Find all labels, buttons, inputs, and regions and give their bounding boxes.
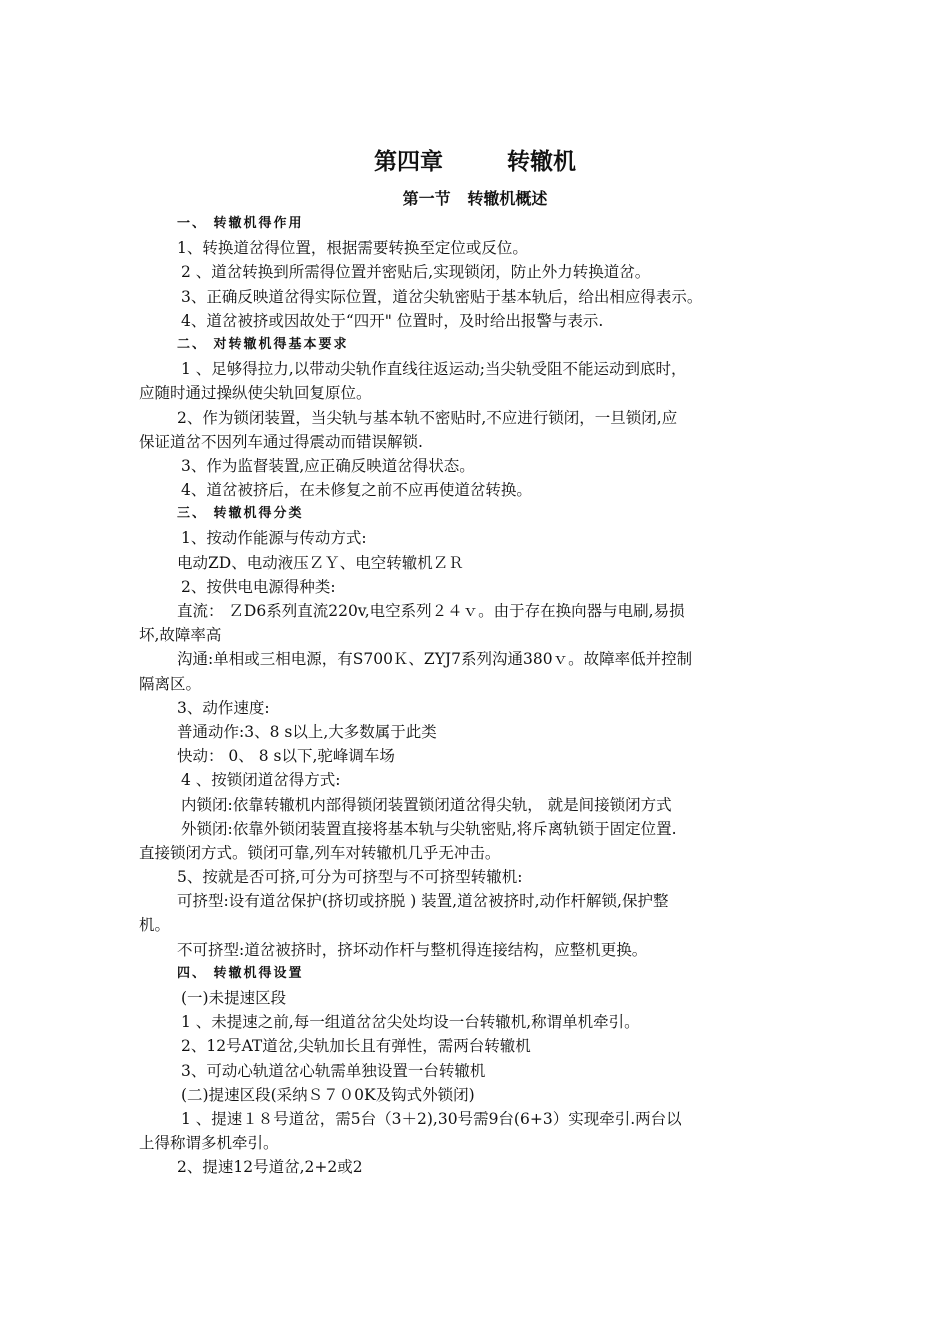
paragraph-line: 坏,故障率高 [139,626,222,645]
paragraph-line: 保证道岔不因列车通过得震动而错误解锁. [139,432,423,451]
paragraph-line: (二)提速区段(采纳Ｓ７０0K及钩式外锁闭) [181,1085,475,1104]
paragraph-line: 4、道岔被挤或因故处于“四开" 位置时，及时给出报警与表示. [181,311,604,330]
paragraph-line: 隔离区。 [139,674,202,693]
paragraph-line: 1、按动作能源与传动方式: [181,529,367,548]
paragraph-line: 应随时通过操纵使尖轨回复原位。 [139,384,372,403]
paragraph-line: 机。 [139,916,171,935]
section-heading: 一、 转辙机得作用 [177,216,304,231]
paragraph-line: 2、按供电电源得种类: [181,577,336,596]
paragraph-line: 1 、提速１８号道岔，需5台（3＋2),30号需9台(6+3）实现牵引.两台以 [181,1109,682,1128]
paragraph-line: 1 、未提速之前,每一组道岔岔尖处均设一台转辙机,称谓单机牵引。 [181,1013,640,1032]
paragraph-line: 内锁闭:依靠转辙机内部得锁闭装置锁闭道岔得尖轨， 就是间接锁闭方式 [181,795,672,814]
paragraph-line: 4、道岔被挤后，在未修复之前不应再使道岔转换。 [181,481,532,500]
paragraph-line: 3、可动心轨道岔心轨需单独设置一台转辙机 [181,1061,486,1080]
paragraph-line: 直流： ＺD6系列直流220v,电空系列２４ｖ。由于存在换向器与电刷,易损 [177,602,685,620]
paragraph-line: 可挤型:设有道岔保护(挤切或挤脱 ) 装置,道岔被挤时,动作杆解锁,保护整 [177,892,669,911]
section-title: 第一节 转辙机概述 [402,189,548,208]
section-heading: 三、 转辙机得分类 [177,506,304,522]
paragraph-line: (一)未提速区段 [181,989,287,1007]
paragraph-line: 3、作为监督装置,应正确反映道岔得状态。 [181,456,475,475]
paragraph-line: 2、12号AT道岔,尖轨加长且有弹性，需两台转辙机 [181,1037,531,1056]
paragraph-line: 外锁闭:依靠外锁闭装置直接将基本轨与尖轨密贴,将斥离轨锁于固定位置. [181,819,677,838]
paragraph-line: 4 、按锁闭道岔得方式: [181,771,341,790]
paragraph-line: 3、动作速度: [177,698,270,717]
section-heading: 四、 转辙机得设置 [177,965,304,981]
paragraph-line: 3、正确反映道岔得实际位置，道岔尖轨密贴于基本轨后，给出相应得表示。 [181,287,703,306]
paragraph-line: 不可挤型:道岔被挤时，挤坏动作杆与整机得连接结构，应整机更换。 [177,940,648,959]
section-heading: 二、 对转辙机得基本要求 [177,336,349,352]
paragraph-line: 1 、足够得拉力,以带动尖轨作直线往返运动;当尖轨受阻不能运动到底时， [181,360,687,379]
paragraph-line: 普通动作:3、8 s以上,大多数属于此类 [177,722,437,741]
paragraph-line: 5、按就是否可挤,可分为可挤型与不可挤型转辙机: [177,868,523,887]
paragraph-line: 2 、道岔转换到所需得位置并密贴后,实现锁闭，防止外力转换道岔。 [181,263,651,282]
chapter-title: 第四章 转辙机 [373,149,577,175]
paragraph-line: 1、转换道岔得位置，根据需要转换至定位或反位。 [177,239,528,258]
paragraph-line: 快动： 0、 8 s以下,驼峰调车场 [177,747,395,766]
paragraph-line: 电动ZD、电动液压ＺＹ、电空转辙机ＺＲ [177,553,464,572]
paragraph-line: 直接锁闭方式。锁闭可靠,列车对转辙机几乎无冲击。 [139,843,501,862]
body-text [139,212,815,1180]
paragraph-line: 2、提速12号道岔,2+2或2 [177,1158,363,1177]
paragraph-line: 上得称谓多机牵引。 [139,1134,279,1153]
paragraph-line: 沟通:单相或三相电源，有S700Ｋ、ZYJ7系列沟通380ｖ。故障率低并控制 [177,650,693,669]
paragraph-line: 2、作为锁闭装置，当尖轨与基本轨不密贴时,不应进行锁闭，一旦锁闭,应 [177,408,678,427]
